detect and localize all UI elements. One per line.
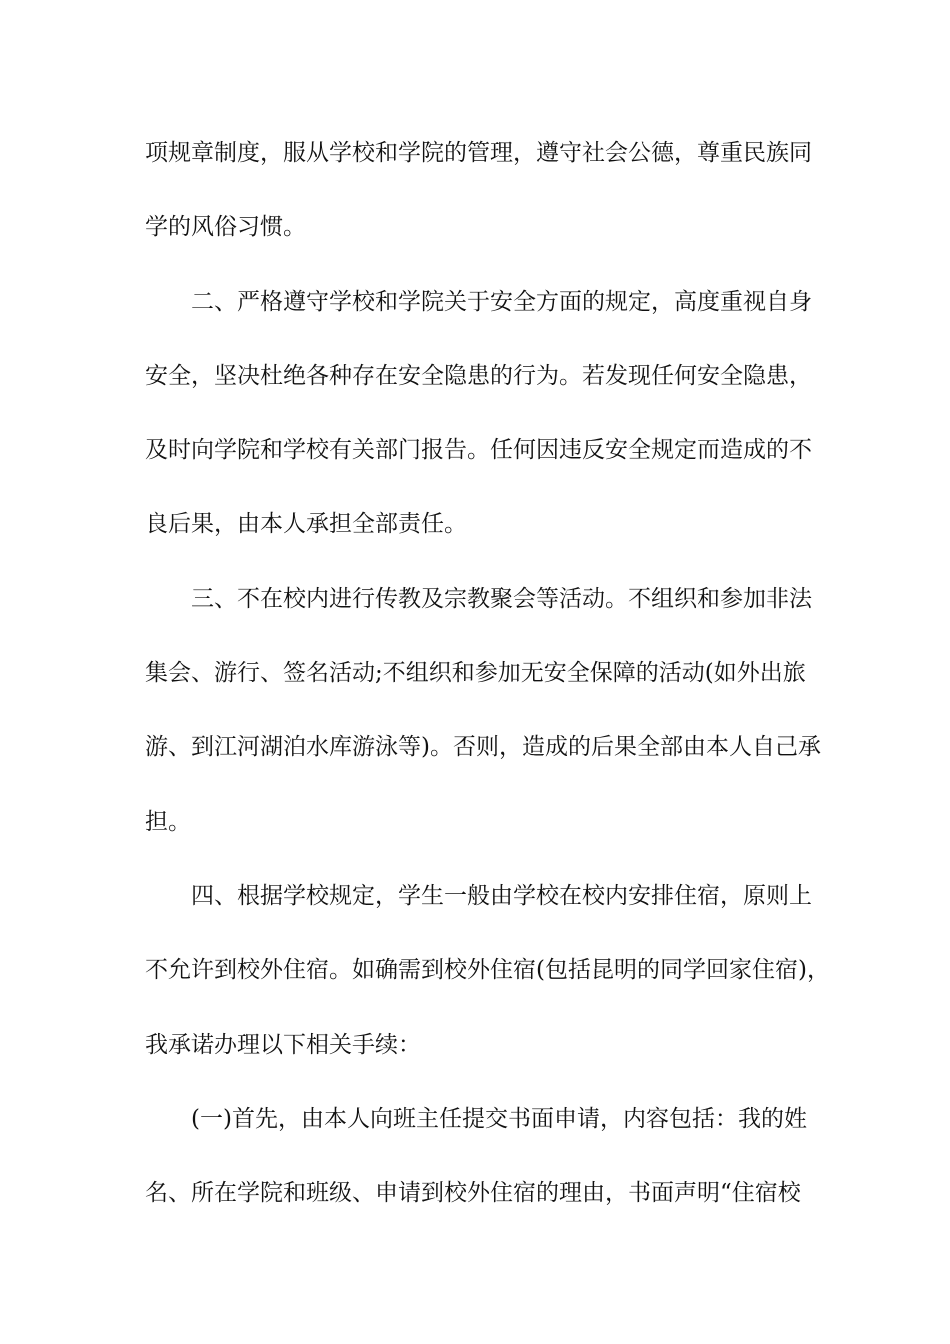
text-line: 良后果，由本人承担全部责任。	[145, 511, 467, 537]
text-line: 不允许到校外住宿。如确需到校外住宿(包括昆明的同学回家住宿)，	[145, 957, 830, 983]
paragraph-start-line: 四、根据学校规定，学生一般由学校在校内安排住宿，原则上	[191, 883, 812, 909]
text-line: 担。	[145, 809, 191, 835]
paragraph-start-line: 二、严格遵守学校和学院关于安全方面的规定，高度重视自身	[191, 289, 812, 315]
text-line: 名、所在学院和班级、申请到校外住宿的理由，书面声明“住宿校	[145, 1180, 801, 1206]
paragraph-start-line: 三、不在校内进行传教及宗教聚会等活动。不组织和参加非法	[191, 586, 812, 612]
text-line: 集会、游行、签名活动;不组织和参加无安全保障的活动(如外出旅	[145, 660, 806, 686]
text-line: 我承诺办理以下相关手续：	[145, 1032, 421, 1058]
text-line: 学的风俗习惯。	[145, 214, 306, 240]
text-line: 项规章制度，服从学校和学院的管理，遵守社会公德，尊重民族同	[145, 140, 812, 166]
text-line: 及时向学院和学校有关部门报告。任何因违反安全规定而造成的不	[145, 437, 812, 463]
text-line: 安全，坚决杜绝各种存在安全隐患的行为。若发现任何安全隐患，	[145, 363, 812, 389]
paragraph-start-line: (一)首先，由本人向班主任提交书面申请，内容包括：我的姓	[191, 1106, 807, 1132]
text-line: 游、到江河湖泊水库游泳等)。否则，造成的后果全部由本人自己承	[145, 734, 821, 760]
